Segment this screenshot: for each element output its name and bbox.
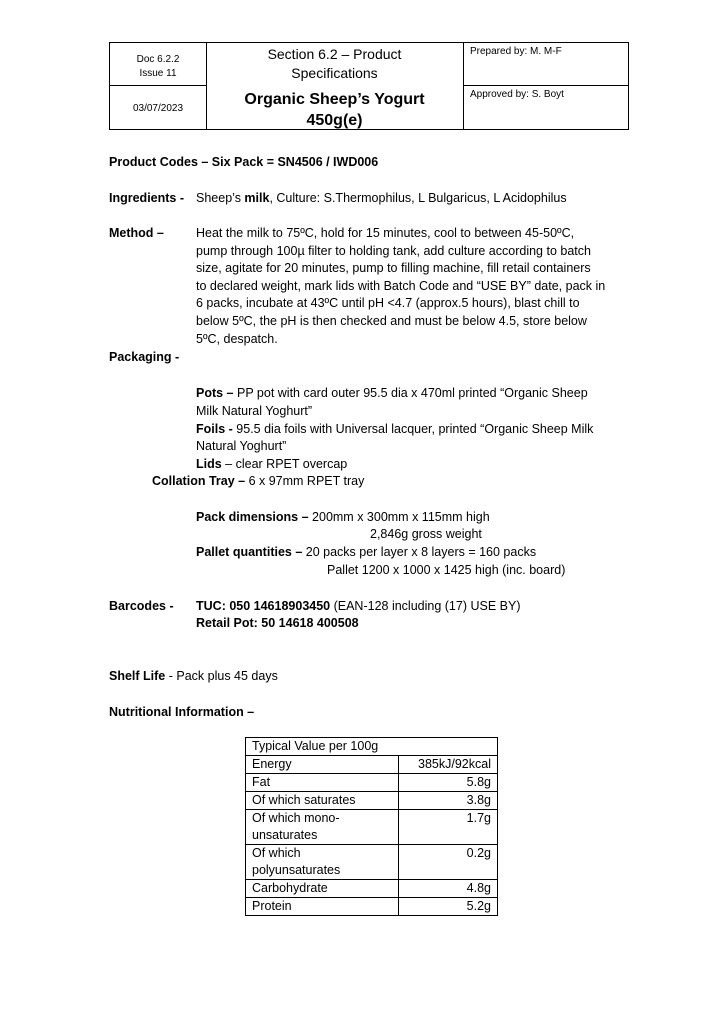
- nutrient-name: Of which saturates: [246, 792, 399, 810]
- table-row: [246, 845, 498, 880]
- nutrition-heading: Nutritional Information –: [109, 705, 255, 719]
- nutrient-name: Carbohydrate: [246, 880, 399, 898]
- collation-tray-line: Collation Tray – 6 x 97mm RPET tray: [152, 474, 365, 488]
- nutrient-value: 5.8g: [399, 774, 498, 792]
- product-title: Organic Sheep’s Yogurt 450g(e): [244, 91, 425, 129]
- ingredients-label: Ingredients -: [109, 191, 185, 205]
- nutrient-name: Protein: [246, 898, 399, 916]
- pallet-quantities-line: Pallet quantities – 20 packs per layer x 8 layers = 160 packs: [196, 545, 537, 559]
- foils-line-2: Natural Yoghurt”: [196, 439, 287, 453]
- nutrient-value: 385kJ/92kcal: [399, 756, 498, 774]
- table-row: [246, 898, 498, 916]
- pots-line-2: Milk Natural Yoghurt”: [196, 404, 313, 418]
- nutrient-value: 0.2g: [399, 845, 498, 880]
- section-title: Section 6.2 – Product Specifications: [267, 46, 402, 81]
- nutrient-name: Of which mono-unsaturates: [246, 810, 399, 845]
- nutrient-value: 5.2g: [399, 898, 498, 916]
- lids-line: Lids – clear RPET overcap: [196, 457, 348, 471]
- approved-by: Approved by: S. Boyt: [470, 89, 564, 100]
- packaging-label: Packaging -: [109, 350, 180, 364]
- table-row: [246, 756, 498, 774]
- retail-pot-barcode: Retail Pot: 50 14618 400508: [196, 616, 359, 630]
- table-row: [246, 792, 498, 810]
- method-line: 5ºC, despatch.: [196, 332, 278, 346]
- gross-weight: 2,846g gross weight: [370, 527, 482, 541]
- table-header-row: [246, 738, 498, 756]
- ingredients-text: Sheep’s milk, Culture: S.Thermophilus, L Bulgaricus, L Acidophilus: [196, 191, 567, 205]
- issue-number: Issue 11: [139, 68, 177, 79]
- doc-date: 03/07/2023: [132, 103, 184, 114]
- nutrient-name: Energy: [246, 756, 399, 774]
- document-header: [109, 42, 629, 130]
- barcodes-label: Barcodes -: [109, 599, 174, 613]
- product-codes: Product Codes – Six Pack = SN4506 / IWD006: [109, 155, 379, 169]
- method-label: Method –: [109, 226, 164, 240]
- method-line: to declared weight, mark lids with Batch Code and “USE BY” date, pack in: [196, 279, 606, 293]
- tuc-barcode: TUC: 050 14618903450 (EAN-128 including (17) USE BY): [196, 599, 521, 613]
- pallet-size: Pallet 1200 x 1000 x 1425 high (inc. board): [327, 563, 566, 577]
- nutrient-name: Of which polyunsaturates: [246, 845, 399, 880]
- method-line: 6 packs, incubate at 43ºC until pH <4.7 (approx.5 hours), blast chill to: [196, 296, 580, 310]
- nutrient-value: 4.8g: [399, 880, 498, 898]
- method-line: below 5ºC, the pH is then checked and must be below 4.5, store below: [196, 314, 587, 328]
- nutrient-value: 3.8g: [399, 792, 498, 810]
- pots-line: Pots – PP pot with card outer 95.5 dia x 470ml printed “Organic Sheep: [196, 386, 588, 400]
- method-line: Heat the milk to 75ºC, hold for 15 minutes, cool to between 45-50ºC,: [196, 226, 575, 240]
- table-row: [246, 774, 498, 792]
- table-header: Typical Value per 100g: [246, 738, 498, 756]
- nutrient-name: Fat: [246, 774, 399, 792]
- shelf-life: Shelf Life - Pack plus 45 days: [109, 669, 278, 683]
- foils-line: Foils - 95.5 dia foils with Universal lacquer, printed “Organic Sheep Milk: [196, 422, 594, 436]
- table-row: [246, 880, 498, 898]
- nutrition-table: [245, 737, 498, 916]
- method-line: size, agitate for 20 minutes, pump to filling machine, fill retail containers: [196, 261, 591, 275]
- table-row: [246, 810, 498, 845]
- doc-number: Doc 6.2.2 Issue 11: [110, 53, 206, 81]
- pack-dimensions-line: Pack dimensions – 200mm x 300mm x 115mm high: [196, 510, 490, 524]
- nutrient-value: 1.7g: [399, 810, 498, 845]
- method-line: pump through 100µ filter to holding tank, add culture according to batch: [196, 244, 591, 258]
- prepared-by: Prepared by: M. M-F: [470, 46, 562, 57]
